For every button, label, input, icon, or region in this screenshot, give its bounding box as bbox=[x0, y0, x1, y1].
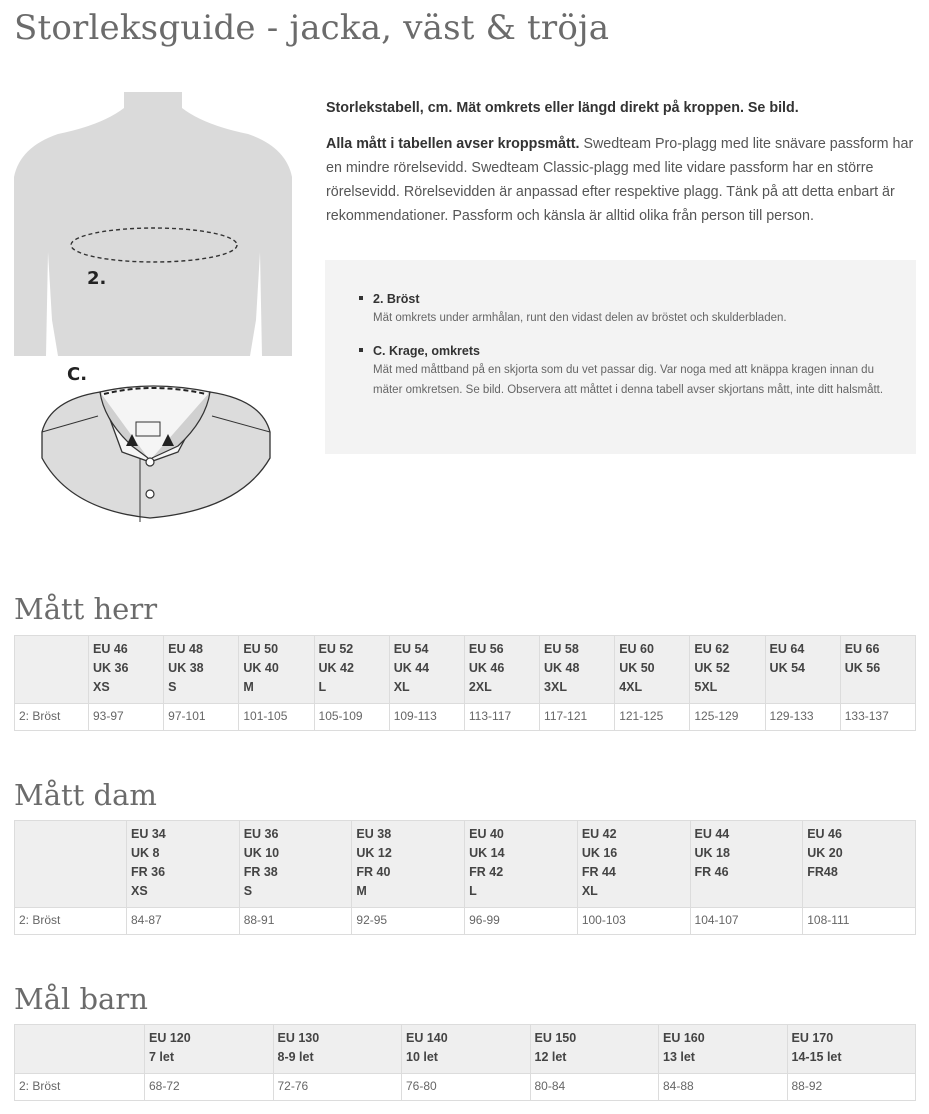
size-header bbox=[127, 821, 240, 908]
size-header-line: EU 160 bbox=[663, 1031, 705, 1045]
row-label: 2: Bröst bbox=[15, 1074, 145, 1101]
measurement-item-collar bbox=[373, 342, 888, 400]
size-header-line: FR 42 bbox=[469, 865, 504, 879]
size-header-line: XL bbox=[581, 884, 598, 898]
size-header-line: EU 66 bbox=[844, 642, 880, 656]
size-header-line: EU 150 bbox=[534, 1031, 577, 1045]
size-header-line: FR 36 bbox=[131, 865, 166, 879]
size-header-line: UK 16 bbox=[581, 846, 618, 860]
table-cell: 80-84 bbox=[530, 1074, 659, 1101]
table-header-empty bbox=[15, 1025, 145, 1074]
size-header bbox=[690, 636, 765, 704]
size-header-line: UK 40 bbox=[243, 661, 279, 675]
size-header-line: UK 54 bbox=[769, 661, 805, 675]
table-row bbox=[15, 1074, 916, 1101]
size-header-line: 13 let bbox=[663, 1050, 695, 1064]
size-header bbox=[465, 821, 578, 908]
size-header bbox=[402, 1025, 531, 1074]
size-header-line: EU 60 bbox=[619, 642, 654, 656]
size-header-line: EU 64 bbox=[769, 642, 805, 656]
table-cell: 133-137 bbox=[840, 704, 915, 731]
table-row bbox=[15, 908, 916, 935]
table-cell: 96-99 bbox=[465, 908, 578, 935]
table-cell: 92-95 bbox=[352, 908, 465, 935]
table-header-empty bbox=[15, 821, 127, 908]
size-header-line: UK 48 bbox=[544, 661, 580, 675]
size-header bbox=[389, 636, 464, 704]
size-header-line: 2XL bbox=[468, 680, 492, 694]
size-header bbox=[164, 636, 239, 704]
table-cell: 68-72 bbox=[145, 1074, 274, 1101]
size-header-line: EU 62 bbox=[694, 642, 730, 656]
table-cell: 121-125 bbox=[615, 704, 690, 731]
intro-lead: Storlekstabell, cm. Mät omkrets eller längd direkt på kroppen. Se bild. bbox=[326, 100, 799, 116]
section-title-dam: Mått dam bbox=[14, 778, 157, 812]
collar-label: C. bbox=[67, 364, 88, 385]
size-header bbox=[540, 636, 615, 704]
size-header-line: FR48 bbox=[807, 865, 838, 879]
size-header-line: FR 44 bbox=[581, 865, 616, 879]
section-title-barn: Mål barn bbox=[14, 982, 148, 1016]
table-cell: 108-111 bbox=[803, 908, 916, 935]
size-header-line: UK 38 bbox=[168, 661, 204, 675]
measurement-desc: Mät omkrets under armhålan, runt den vidast delen av bröstet och skulderbladen. bbox=[373, 312, 787, 324]
size-header-line: UK 12 bbox=[356, 846, 392, 860]
size-header bbox=[464, 636, 539, 704]
size-header-line: EU 120 bbox=[149, 1031, 191, 1045]
size-header bbox=[239, 636, 314, 704]
size-header-line: 12 let bbox=[534, 1050, 567, 1064]
size-header bbox=[840, 636, 915, 704]
size-header-line: UK 18 bbox=[694, 846, 730, 860]
size-header-line: FR 46 bbox=[694, 865, 729, 879]
section-title-herr: Mått herr bbox=[14, 592, 158, 626]
size-header-line: EU 42 bbox=[581, 827, 617, 841]
collar-measurement-illustration bbox=[40, 360, 272, 522]
size-header-line: EU 130 bbox=[277, 1031, 320, 1045]
size-header-line: EU 56 bbox=[468, 642, 504, 656]
size-header-line: UK 20 bbox=[807, 846, 843, 860]
table-cell: 84-88 bbox=[659, 1074, 788, 1101]
measurement-info-box bbox=[325, 260, 916, 454]
size-header-line: 10 let bbox=[406, 1050, 438, 1064]
size-header-line: EU 54 bbox=[393, 642, 429, 656]
table-cell: 88-92 bbox=[787, 1074, 916, 1101]
size-header-line: M bbox=[243, 680, 254, 694]
table-cell: 72-76 bbox=[273, 1074, 402, 1101]
size-header-line: EU 46 bbox=[93, 642, 128, 656]
size-header-line: FR 38 bbox=[243, 865, 278, 879]
size-header-line: EU 50 bbox=[243, 642, 279, 656]
size-header-line: UK 36 bbox=[93, 661, 129, 675]
size-header-line: L bbox=[318, 680, 327, 694]
size-header bbox=[145, 1025, 274, 1074]
measurement-list bbox=[325, 260, 916, 400]
size-header-line: 5XL bbox=[694, 680, 718, 694]
intro-text bbox=[326, 96, 916, 240]
size-header-line: UK 56 bbox=[844, 661, 881, 675]
size-header-line: EU 44 bbox=[694, 827, 730, 841]
size-header-line: 14-15 let bbox=[791, 1050, 842, 1064]
size-table-herr bbox=[14, 635, 916, 731]
measurement-term: C. Krage, omkrets bbox=[373, 344, 480, 358]
size-header-line: EU 48 bbox=[168, 642, 203, 656]
table-cell: 76-80 bbox=[402, 1074, 531, 1101]
size-header-line: EU 46 bbox=[807, 827, 842, 841]
size-header-line: UK 52 bbox=[694, 661, 730, 675]
table-header-row bbox=[15, 821, 916, 908]
table-cell: 97-101 bbox=[164, 704, 239, 731]
size-header-line: 7 let bbox=[149, 1050, 175, 1064]
size-header-line: FR 40 bbox=[356, 865, 391, 879]
size-header-line: UK 44 bbox=[393, 661, 430, 675]
table-header-empty bbox=[15, 636, 89, 704]
size-header-line: UK 46 bbox=[468, 661, 505, 675]
table-cell: 88-91 bbox=[239, 908, 352, 935]
size-header-line: UK 8 bbox=[131, 846, 160, 860]
size-header bbox=[530, 1025, 659, 1074]
table-cell: 84-87 bbox=[127, 908, 240, 935]
torso-label: 2. bbox=[87, 268, 107, 289]
measurement-desc: Mät med måttband på en skjorta som du vet passar dig. Var noga med att knäppa kragen innan du mäter omkretsen. Se bild. Observera att måttet i denna tabell avser skjortans mått, inte ditt halsmått. bbox=[373, 364, 884, 396]
size-header bbox=[659, 1025, 788, 1074]
size-header bbox=[314, 636, 389, 704]
size-header-line: UK 10 bbox=[243, 846, 280, 860]
table-cell: 100-103 bbox=[577, 908, 690, 935]
table-header-row bbox=[15, 636, 916, 704]
size-header bbox=[803, 821, 916, 908]
table-header-row bbox=[15, 1025, 916, 1074]
size-header bbox=[273, 1025, 402, 1074]
table-cell: 125-129 bbox=[690, 704, 765, 731]
measurement-item-chest bbox=[373, 290, 888, 328]
table-row bbox=[15, 704, 916, 731]
size-header-line: XS bbox=[131, 884, 148, 898]
table-cell: 117-121 bbox=[540, 704, 615, 731]
size-header-line: 8-9 let bbox=[277, 1050, 314, 1064]
size-header-line: S bbox=[168, 680, 177, 694]
size-header-line: M bbox=[356, 884, 367, 898]
table-cell: 93-97 bbox=[89, 704, 164, 731]
size-header-line: UK 50 bbox=[619, 661, 655, 675]
size-header-line: EU 170 bbox=[791, 1031, 834, 1045]
size-header bbox=[615, 636, 690, 704]
row-label: 2: Bröst bbox=[15, 908, 127, 935]
size-header-line: EU 34 bbox=[131, 827, 166, 841]
size-header-line: UK 42 bbox=[318, 661, 354, 675]
table-cell: 101-105 bbox=[239, 704, 314, 731]
size-header-line: 3XL bbox=[544, 680, 567, 694]
size-header bbox=[89, 636, 164, 704]
size-header-line: 4XL bbox=[619, 680, 643, 694]
table-cell: 105-109 bbox=[314, 704, 389, 731]
row-label: 2: Bröst bbox=[15, 704, 89, 731]
table-cell: 113-117 bbox=[464, 704, 539, 731]
size-table-dam bbox=[14, 820, 916, 935]
measurement-term: 2. Bröst bbox=[373, 292, 420, 306]
intro-body: Swedteam Pro-plagg med lite snävare passform har en mindre rörelsevidd. Swedteam Classic-plagg med lite vidare passform har en större rörelsevidd. Rörelsevidden är anpassad efter respektive plagg. Tänk på att detta enbart är rekommendationer. Passform och känsla är alltid olika från person till person. bbox=[326, 136, 914, 224]
size-header bbox=[765, 636, 840, 704]
size-header-line: EU 36 bbox=[243, 827, 279, 841]
table-cell: 104-107 bbox=[690, 908, 803, 935]
size-header-line: XL bbox=[393, 680, 410, 694]
size-header-line: EU 52 bbox=[318, 642, 354, 656]
size-header-line: L bbox=[469, 884, 477, 898]
size-header bbox=[787, 1025, 916, 1074]
size-header-line: EU 58 bbox=[544, 642, 579, 656]
intro-paragraph bbox=[326, 132, 916, 228]
size-header-line: UK 14 bbox=[469, 846, 505, 860]
size-header bbox=[690, 821, 803, 908]
size-header-line: S bbox=[243, 884, 253, 898]
size-table-barn bbox=[14, 1024, 916, 1101]
intro-bold: Alla mått i tabellen avser kroppsmått. bbox=[326, 136, 580, 152]
size-header bbox=[239, 821, 352, 908]
size-header bbox=[577, 821, 690, 908]
table-cell: 109-113 bbox=[389, 704, 464, 731]
table-cell: 129-133 bbox=[765, 704, 840, 731]
torso-measurement-illustration bbox=[14, 92, 294, 356]
size-header-line: XS bbox=[93, 680, 110, 694]
size-header bbox=[352, 821, 465, 908]
size-header-line: EU 40 bbox=[469, 827, 504, 841]
size-header-line: EU 140 bbox=[406, 1031, 448, 1045]
page-title: Storleksguide - jacka, väst & tröja bbox=[14, 8, 610, 48]
size-header-line: EU 38 bbox=[356, 827, 392, 841]
